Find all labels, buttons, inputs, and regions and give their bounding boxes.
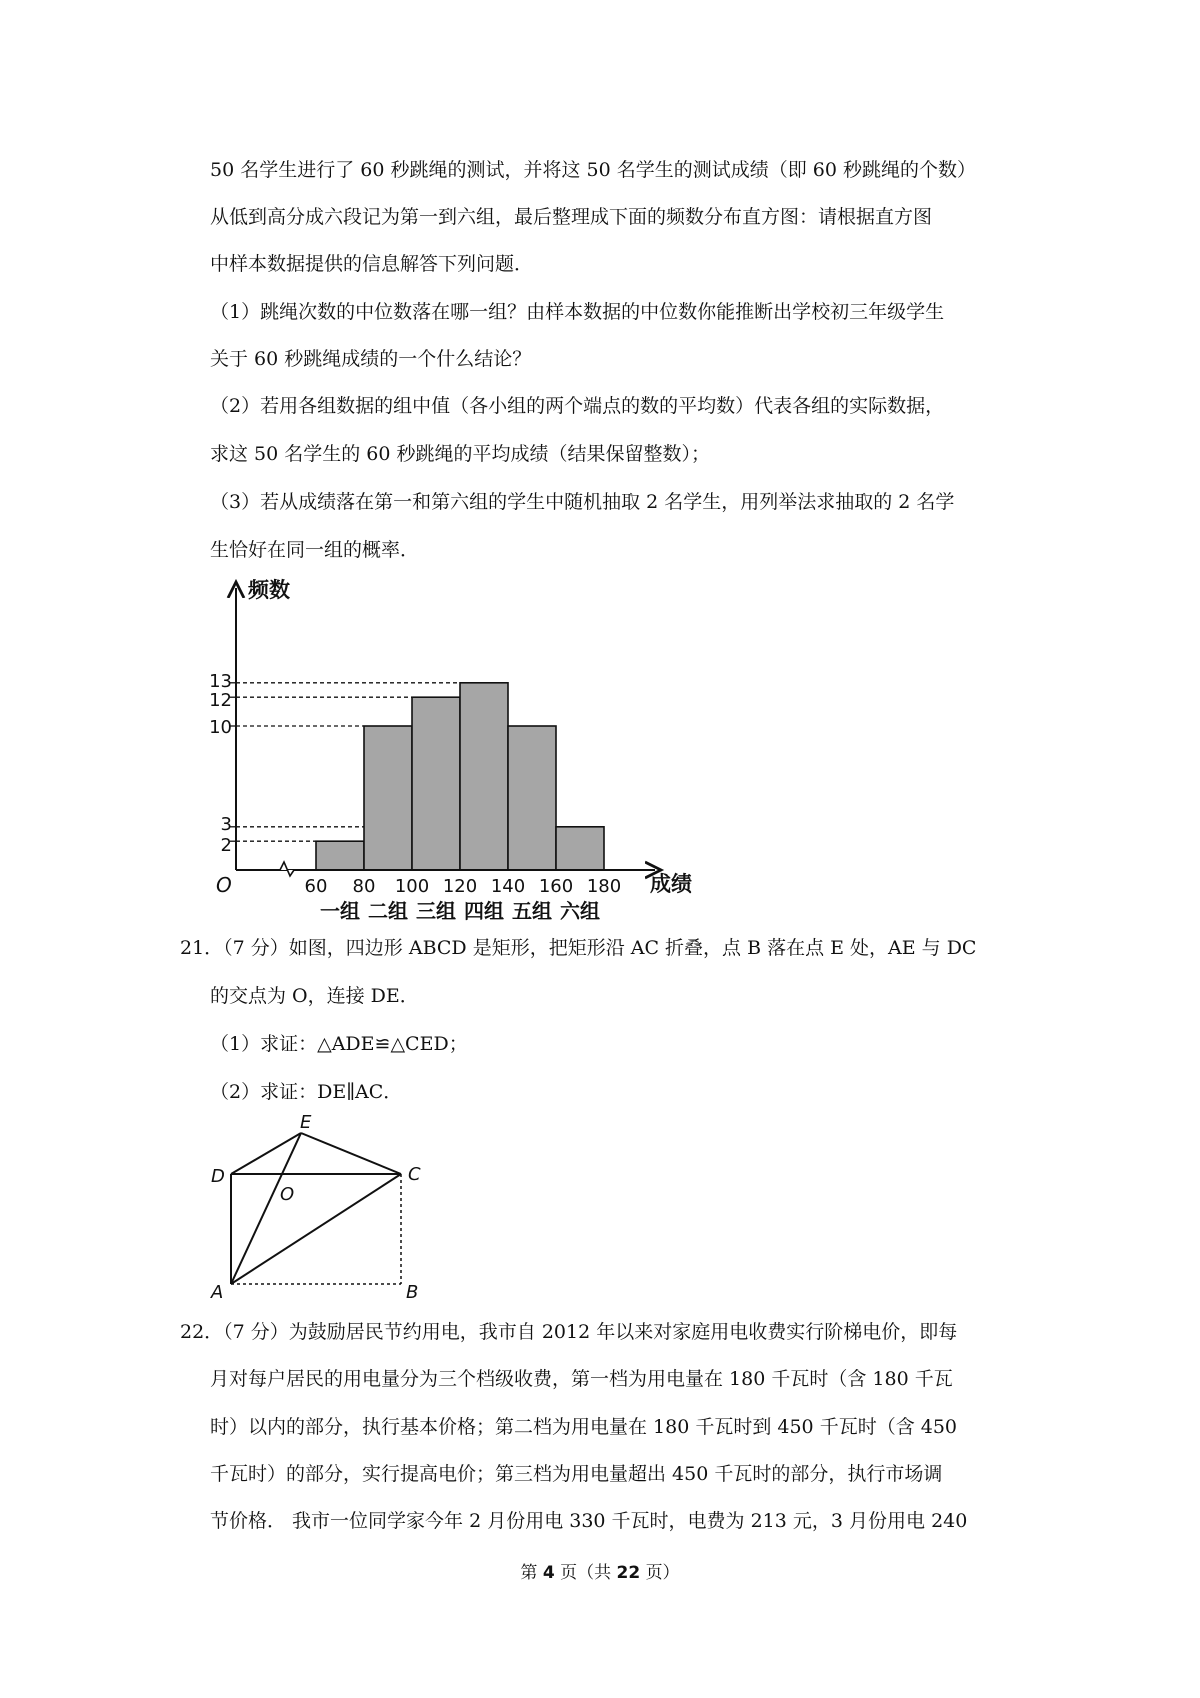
category-label: 五组 <box>512 899 552 923</box>
histogram-bar-3 <box>412 697 460 870</box>
text-line: （2）若用各组数据的组中值（各小组的两个端点的数的平均数）代表各组的实际数据， <box>210 395 945 417</box>
origin-label: O <box>216 873 232 897</box>
category-label: 四组 <box>464 899 504 923</box>
text-line: 50 名学生进行了 60 秒跳绳的测试，并将这 50 名学生的测试成绩（即 60 秒跳绳的个数） <box>210 159 976 181</box>
y-tick-label: 2 <box>220 835 232 857</box>
y-tick-label: 10 <box>209 717 232 738</box>
category-label: 一组 <box>320 899 360 923</box>
histogram-bar-2 <box>364 726 412 870</box>
x-tick-label: 120 <box>442 876 478 897</box>
text-line: （1）跳绳次数的中位数落在哪一组？由样本数据的中位数你能推断出学校初三年级学生 <box>210 301 945 323</box>
text-line: 千瓦时）的部分，实行提高电价；第三档为用电量超出 450 千瓦时的部分，执行市场调 <box>210 1463 943 1485</box>
y-tick-label: 13 <box>209 670 232 692</box>
x-tick-label: 100 <box>394 876 430 897</box>
text-line: 22．（7 分）为鼓励居民节约用电，我市自 2012 年以来对家庭用电收费实行阶梯电价，即每 <box>180 1321 958 1343</box>
chart-bars <box>316 683 604 870</box>
footer-middle: 页（共 <box>560 1563 612 1583</box>
text-line: 节价格． 我市一位同学家今年 2 月份用电 330 千瓦时，电费为 213 元，3 月份用电 240 <box>210 1510 968 1532</box>
x-tick-label: 80 <box>352 876 376 897</box>
text-line: 21．（7 分）如图，四边形 ABCD 是矩形，把矩形沿 AC 折叠，点 B 落在点 E 处，AE 与 DC <box>180 937 977 959</box>
category-label: 二组 <box>368 899 408 923</box>
y-tick-labels <box>209 671 232 856</box>
point-label-a: A <box>211 1282 224 1303</box>
x-tick-label: 140 <box>490 876 526 897</box>
histogram-bar-4 <box>460 683 508 870</box>
category-labels <box>320 899 600 923</box>
text-line: （3）若从成绩落在第一和第六组的学生中随机抽取 2 名学生，用列举法求抽取的 2 名学 <box>210 491 955 513</box>
text-line: 中样本数据提供的信息解答下列问题． <box>210 253 534 275</box>
y-axis-label: 频数 <box>248 578 290 602</box>
rectangle-fold-figure <box>200 1110 440 1310</box>
text-line: （1）求证：△ADE≌△CED； <box>210 1033 468 1055</box>
text-line: 关于 60 秒跳绳成绩的一个什么结论？ <box>210 348 532 370</box>
text-line: （2）求证：DE∥AC． <box>210 1081 403 1103</box>
category-label: 三组 <box>416 899 456 923</box>
histogram-bar-6 <box>556 827 604 870</box>
page-footer <box>0 1562 1200 1584</box>
point-label-o: O <box>280 1184 295 1205</box>
x-tick-label: 160 <box>538 876 574 897</box>
point-label-e: E <box>300 1112 312 1133</box>
y-tick-label: 12 <box>209 690 232 712</box>
histogram-bar-5 <box>508 726 556 870</box>
point-label-b: B <box>406 1282 419 1303</box>
text-line: 从低到高分成六段记为第一到六组，最后整理成下面的频数分布直方图：请根据直方图 <box>210 206 933 228</box>
text-line: 生恰好在同一组的概率． <box>210 539 420 561</box>
text-line: 求这 50 名学生的 60 秒跳绳的平均成绩（结果保留整数）； <box>210 443 711 465</box>
point-label-d: D <box>211 1166 225 1187</box>
text-line: 时）以内的部分，执行基本价格；第二档为用电量在 180 千瓦时到 450 千瓦时（含 450 <box>210 1416 957 1438</box>
x-tick-label: 180 <box>586 876 622 897</box>
y-tick-label: 3 <box>220 813 232 835</box>
category-label: 六组 <box>560 899 600 923</box>
x-axis-label: 成绩 <box>650 872 692 896</box>
x-tick-labels <box>305 876 622 897</box>
point-label-c: C <box>408 1164 421 1185</box>
footer-prefix: 第 <box>520 1563 538 1583</box>
footer-total-pages: 22 <box>616 1563 641 1583</box>
segment-ec <box>301 1133 401 1174</box>
x-tick-label: 60 <box>304 876 328 897</box>
footer-page-number: 4 <box>542 1563 555 1583</box>
footer-suffix: 页） <box>645 1563 680 1583</box>
histogram-bar-1 <box>316 841 364 870</box>
text-line: 月对每户居民的用电量分为三个档级收费，第一档为用电量在 180 千瓦时（含 180 千瓦 <box>210 1368 953 1390</box>
text-line: 的交点为 O，连接 DE． <box>210 985 419 1007</box>
